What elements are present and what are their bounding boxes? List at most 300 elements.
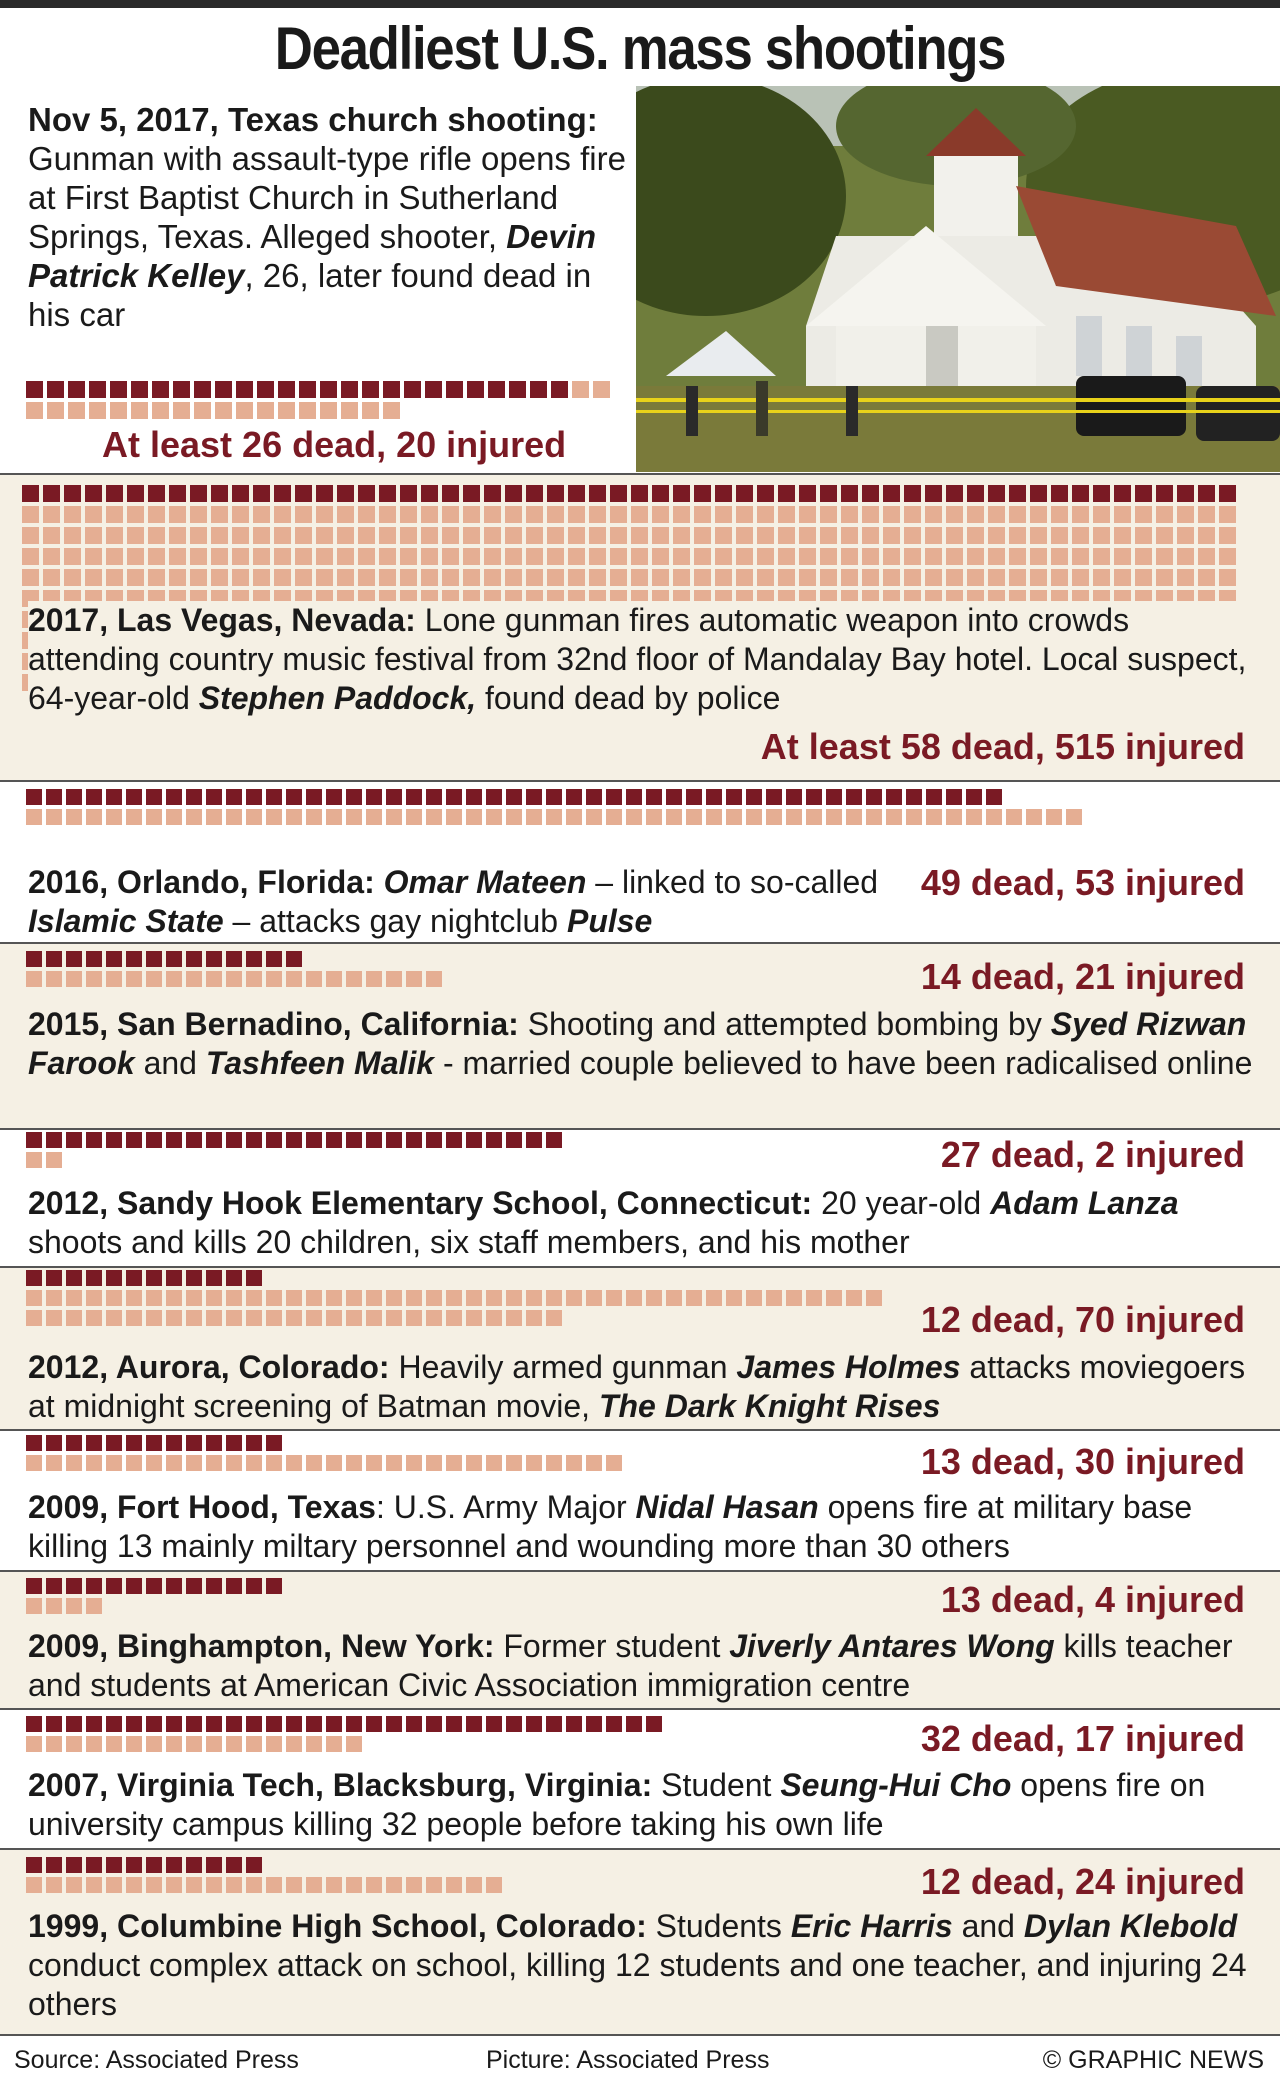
aurora-injured-square [626, 1290, 642, 1306]
lasvegas-dead-square [631, 485, 648, 502]
sandyhook-dead-square [366, 1132, 382, 1148]
lasvegas-injured-square [1009, 569, 1026, 586]
aurora-injured-square [686, 1290, 702, 1306]
lasvegas-injured-square [778, 569, 795, 586]
lasvegas-injured-square [295, 569, 312, 586]
lasvegas-injured-square [799, 506, 816, 523]
lasvegas-injured-square [1135, 527, 1152, 544]
lasvegas-injured-square [1198, 506, 1215, 523]
page-title: Deadliest U.S. mass shootings [274, 15, 1006, 82]
lasvegas-injured-square [862, 548, 879, 565]
intro-injured-square [47, 402, 64, 419]
orlando-injured-square [306, 809, 322, 825]
intro-dead-square [341, 381, 358, 398]
lasvegas-injured-square [463, 506, 480, 523]
orlando-injured-square [606, 809, 622, 825]
virginiatech-injured-square [186, 1736, 202, 1752]
orlando-injured-square [186, 809, 202, 825]
virginiatech-dead-square [26, 1716, 42, 1732]
lasvegas-injured-square [127, 506, 144, 523]
orlando-injured-square [626, 809, 642, 825]
virginiatech-dead-square [166, 1716, 182, 1732]
virginiatech-dead-square [326, 1716, 342, 1732]
aurora-injured-square [166, 1310, 182, 1326]
orlando-injured-square [106, 809, 122, 825]
lasvegas-injured-square [1198, 569, 1215, 586]
forthood-injured-square [86, 1455, 102, 1471]
sandyhook-dead-square [26, 1132, 42, 1148]
orlando-dead-square [626, 789, 642, 805]
footer [0, 2034, 1280, 2082]
lasvegas-injured-square [946, 506, 963, 523]
orlando-injured-square [406, 809, 422, 825]
lasvegas-injured-square [274, 527, 291, 544]
forthood-casualty-grid [26, 1435, 826, 1475]
orlando-dead-square [306, 789, 322, 805]
lasvegas-injured-square [1009, 506, 1026, 523]
lasvegas-injured-square [22, 527, 39, 544]
aurora-injured-square [426, 1310, 442, 1326]
lasvegas-dead-square [694, 485, 711, 502]
orlando-dead-square [886, 789, 902, 805]
lasvegas-injured-square [64, 569, 81, 586]
lasvegas-injured-square [442, 569, 459, 586]
lasvegas-injured-square [169, 569, 186, 586]
lasvegas-injured-square [988, 506, 1005, 523]
lasvegas-injured-square [253, 548, 270, 565]
aurora-injured-square [506, 1290, 522, 1306]
lasvegas-injured-square [568, 506, 585, 523]
orlando-injured-square [546, 809, 562, 825]
intro-toll: At least 26 dead, 20 injured [102, 424, 567, 465]
lasvegas-dead-square [358, 485, 375, 502]
lasvegas-injured-square [547, 506, 564, 523]
lasvegas-injured-square [1051, 569, 1068, 586]
footer-source: Source: Associated Press [14, 2046, 299, 2074]
lasvegas-dead-square [1030, 485, 1047, 502]
intro-dead-square [26, 381, 43, 398]
orlando-dead-square [866, 789, 882, 805]
lasvegas-dead-square [568, 485, 585, 502]
aurora-injured-square [786, 1290, 802, 1306]
lasvegas-injured-square [505, 527, 522, 544]
orlando-injured-square [426, 809, 442, 825]
binghampton-shooter-name: Jiverly Antares Wong [729, 1628, 1055, 1664]
virginiatech-dead-square [286, 1716, 302, 1732]
virginiatech-injured-square [346, 1736, 362, 1752]
lasvegas-injured-square [106, 569, 123, 586]
aurora-injured-square [226, 1290, 242, 1306]
lasvegas-injured-square [1177, 506, 1194, 523]
forthood-injured-square [406, 1455, 422, 1471]
aurora-injured-square [386, 1310, 402, 1326]
sandyhook-dead-square [126, 1132, 142, 1148]
lasvegas-injured-square [694, 548, 711, 565]
sandyhook-dead-square [526, 1132, 542, 1148]
lasvegas-injured-square [316, 527, 333, 544]
orlando-injured-square [1026, 809, 1042, 825]
aurora-dead-square [186, 1270, 202, 1286]
lasvegas-injured-square [631, 569, 648, 586]
lasvegas-injured-square [106, 506, 123, 523]
lasvegas-dead-square [652, 485, 669, 502]
lasvegas-injured-square [421, 569, 438, 586]
lasvegas-injured-square [862, 569, 879, 586]
forthood-injured-square [106, 1455, 122, 1471]
aurora-injured-square [126, 1310, 142, 1326]
lasvegas-injured-square [946, 527, 963, 544]
forthood-injured-square [486, 1455, 502, 1471]
columbine-injured-square [266, 1877, 282, 1893]
virginiatech-dead-square [306, 1716, 322, 1732]
virginiatech-injured-square [326, 1736, 342, 1752]
lasvegas-injured-square [967, 569, 984, 586]
lasvegas-injured-square [715, 569, 732, 586]
intro-dead-square [173, 381, 190, 398]
lasvegas-dead-square [610, 485, 627, 502]
orlando-lead: 2016, Orlando, Florida: [28, 864, 375, 900]
orlando-dead-square [766, 789, 782, 805]
forthood-injured-square [126, 1455, 142, 1471]
virginiatech-dead-square [186, 1716, 202, 1732]
lasvegas-injured-square [1030, 569, 1047, 586]
columbine-injured-square [346, 1877, 362, 1893]
lasvegas-injured-square [526, 506, 543, 523]
virginiatech-injured-square [26, 1736, 42, 1752]
orlando-injured-square [866, 809, 882, 825]
virginiatech-dead-square [86, 1716, 102, 1732]
intro-injured-square [362, 402, 379, 419]
forthood-injured-square [586, 1455, 602, 1471]
lasvegas-injured-square [820, 527, 837, 544]
lasvegas-dead-square [988, 485, 1005, 502]
aurora-injured-square [46, 1290, 62, 1306]
forthood-injured-square [446, 1455, 462, 1471]
lasvegas-injured-square [547, 548, 564, 565]
lasvegas-injured-square [925, 527, 942, 544]
lasvegas-injured-square [757, 569, 774, 586]
orlando-injured-square [846, 809, 862, 825]
lasvegas-injured-square [820, 506, 837, 523]
aurora-injured-square [506, 1310, 522, 1326]
forthood-dead-square [226, 1435, 242, 1451]
aurora-injured-square [26, 1290, 42, 1306]
lasvegas-injured-square [589, 527, 606, 544]
lasvegas-injured-square [1135, 506, 1152, 523]
lasvegas-injured-square [1072, 506, 1089, 523]
lasvegas-injured-square [127, 569, 144, 586]
lasvegas-injured-square [757, 548, 774, 565]
aurora-injured-square [26, 1310, 42, 1326]
intro-dead-square [404, 381, 421, 398]
sandyhook-dead-square [286, 1132, 302, 1148]
aurora-injured-square [186, 1290, 202, 1306]
orlando-dead-square [206, 789, 222, 805]
sanbernadino-injured-square [206, 971, 222, 987]
orlando-text-3: – attacks gay nightclub [223, 903, 567, 939]
aurora-injured-square [446, 1290, 462, 1306]
orlando-dead-square [26, 789, 42, 805]
sandyhook-text-2: shoots and kills 20 children, six staff members, and his mother [28, 1224, 910, 1260]
lasvegas-injured-square [610, 506, 627, 523]
lasvegas-injured-square [862, 506, 879, 523]
virginiatech-dead-square [646, 1716, 662, 1732]
orlando-injured-square [286, 809, 302, 825]
lasvegas-injured-square [1198, 527, 1215, 544]
forthood-injured-square [566, 1455, 582, 1471]
lasvegas-dead-square [925, 485, 942, 502]
lasvegas-injured-square [358, 506, 375, 523]
intro-text-2: , 26, later found dead in his car [28, 257, 592, 333]
lasvegas-injured-square [379, 527, 396, 544]
sanbernadino-shooter-1: Syed Rizwan Farook [28, 1006, 1247, 1081]
lasvegas-dead-square [253, 485, 270, 502]
intro-dead-square [131, 381, 148, 398]
orlando-dead-square [946, 789, 962, 805]
sanbernadino-dead-square [246, 951, 262, 967]
lasvegas-dead-square [22, 485, 39, 502]
orlando-injured-square [926, 809, 942, 825]
sandyhook-dead-square [386, 1132, 402, 1148]
orlando-injured-square [1006, 809, 1022, 825]
forthood-injured-square [426, 1455, 442, 1471]
intro-dead-square [194, 381, 211, 398]
intro-dead-square [446, 381, 463, 398]
aurora-injured-square [246, 1290, 262, 1306]
forthood-text-1: : U.S. Army Major [375, 1489, 636, 1525]
intro-dead-square [278, 381, 295, 398]
columbine-dead-square [246, 1857, 262, 1873]
lasvegas-injured-square [274, 506, 291, 523]
columbine-injured-square [486, 1877, 502, 1893]
aurora-injured-square [286, 1310, 302, 1326]
lasvegas-injured-square [967, 506, 984, 523]
orlando-injured-square [646, 809, 662, 825]
lasvegas-injured-square [652, 569, 669, 586]
lasvegas-injured-square [820, 548, 837, 565]
lasvegas-injured-square [337, 506, 354, 523]
lasvegas-injured-square [1135, 569, 1152, 586]
forthood-injured-square [386, 1455, 402, 1471]
virginiatech-dead-square [406, 1716, 422, 1732]
lasvegas-toll: At least 58 dead, 515 injured [755, 726, 1245, 768]
lasvegas-injured-square [736, 506, 753, 523]
sanbernadino-injured-square [426, 971, 442, 987]
columbine-injured-square [166, 1877, 182, 1893]
lasvegas-injured-square [85, 569, 102, 586]
virginiatech-dead-square [46, 1716, 62, 1732]
intro-injured-square [173, 402, 190, 419]
forthood-injured-square [306, 1455, 322, 1471]
intro-injured-square [257, 402, 274, 419]
orlando-dead-square [686, 789, 702, 805]
intro-shooter-name: Devin Patrick Kelley [28, 218, 597, 294]
columbine-shooter-1: Eric Harris [790, 1908, 953, 1944]
sanbernadino-injured-square [326, 971, 342, 987]
lasvegas-injured-square [925, 548, 942, 565]
lasvegas-injured-square [106, 527, 123, 544]
orlando-venue-name: Pulse [566, 903, 653, 939]
lasvegas-injured-square [295, 548, 312, 565]
aurora-injured-square [726, 1290, 742, 1306]
lasvegas-injured-square [904, 527, 921, 544]
aurora-injured-square [326, 1290, 342, 1306]
lasvegas-injured-square [22, 548, 39, 565]
sandyhook-dead-square [86, 1132, 102, 1148]
orlando-injured-square [786, 809, 802, 825]
lasvegas-injured-square [85, 506, 102, 523]
orlando-group-name: Islamic State [28, 903, 224, 939]
virginiatech-injured-square [246, 1736, 262, 1752]
orlando-dead-square [126, 789, 142, 805]
columbine-dead-square [206, 1857, 222, 1873]
sanbernadino-dead-square [66, 951, 82, 967]
aurora-injured-square [806, 1290, 822, 1306]
binghampton-dead-square [126, 1578, 142, 1594]
lasvegas-injured-square [967, 548, 984, 565]
lasvegas-injured-square [1072, 548, 1089, 565]
virginiatech-shooter-name: Seung-Hui Cho [780, 1767, 1012, 1803]
forthood-injured-square [346, 1455, 362, 1471]
binghampton-dead-square [186, 1578, 202, 1594]
orlando-injured-square [46, 809, 62, 825]
binghampton-injured-square [46, 1598, 62, 1614]
lasvegas-dead-square [862, 485, 879, 502]
aurora-injured-square [106, 1310, 122, 1326]
lasvegas-injured-square [757, 506, 774, 523]
aurora-dead-square [246, 1270, 262, 1286]
aurora-injured-square [846, 1290, 862, 1306]
lasvegas-injured-square [799, 548, 816, 565]
aurora-injured-square [586, 1290, 602, 1306]
lasvegas-injured-square [211, 569, 228, 586]
binghampton-toll: 13 dead, 4 injured [940, 1579, 1245, 1620]
intro-injured-square [341, 402, 358, 419]
columbine-dead-square [186, 1857, 202, 1873]
sandyhook-shooter-name: Adam Lanza [990, 1185, 1179, 1221]
intro-dead-square [551, 381, 568, 398]
virginiatech-lead: 2007, Virginia Tech, Blacksburg, Virginia: [28, 1767, 653, 1803]
divider-4 [0, 1128, 1280, 1130]
columbine-dead-square [106, 1857, 122, 1873]
lasvegas-injured-square [715, 527, 732, 544]
lasvegas-injured-square [526, 548, 543, 565]
forthood-injured-square [206, 1455, 222, 1471]
lasvegas-shooter-name: Stephen Paddock, [198, 680, 477, 716]
columbine-injured-square [126, 1877, 142, 1893]
orlando-injured-square [486, 809, 502, 825]
sandyhook-dead-square [266, 1132, 282, 1148]
aurora-injured-square [326, 1310, 342, 1326]
binghampton-lead: 2009, Binghampton, New York: [28, 1628, 495, 1664]
intro-dead-square [68, 381, 85, 398]
sanbernadino-dead-square [186, 951, 202, 967]
intro-dead-square [47, 381, 64, 398]
orlando-dead-square [46, 789, 62, 805]
virginiatech-text-1: Student [652, 1767, 781, 1803]
aurora-dead-square [66, 1270, 82, 1286]
sanbernadino-injured-square [406, 971, 422, 987]
columbine-dead-square [166, 1857, 182, 1873]
orlando-dead-square [646, 789, 662, 805]
forthood-text-2: opens fire at military base killing 13 mainly miltary personnel and wounding more than 30 others [28, 1489, 1193, 1564]
aurora-injured-square [146, 1310, 162, 1326]
intro-dead-square [110, 381, 127, 398]
aurora-injured-square [466, 1310, 482, 1326]
lasvegas-injured-square [631, 527, 648, 544]
lasvegas-dead-square [904, 485, 921, 502]
orlando-dead-square [526, 789, 542, 805]
orlando-dead-square [906, 789, 922, 805]
lasvegas-injured-square [211, 527, 228, 544]
sandyhook-lead: 2012, Sandy Hook Elementary School, Connecticut: [28, 1185, 813, 1221]
orlando-injured-square [886, 809, 902, 825]
lasvegas-dead-square [1093, 485, 1110, 502]
columbine-dead-square [26, 1857, 42, 1873]
orlando-injured-square [946, 809, 962, 825]
binghampton-text-1: Former student [494, 1628, 730, 1664]
lasvegas-injured-square [148, 548, 165, 565]
sanbernadino-dead-square [146, 951, 162, 967]
lasvegas-injured-square [190, 506, 207, 523]
orlando-injured-square [906, 809, 922, 825]
orlando-dead-square [926, 789, 942, 805]
lasvegas-injured-square [631, 548, 648, 565]
orlando-injured-square [706, 809, 722, 825]
sanbernadino-injured-square [226, 971, 242, 987]
lasvegas-dead-square [463, 485, 480, 502]
intro-dead-square [530, 381, 547, 398]
lasvegas-dead-square [1219, 485, 1236, 502]
aurora-dead-square [166, 1270, 182, 1286]
lasvegas-injured-square [778, 506, 795, 523]
columbine-description [28, 1907, 1258, 2024]
lasvegas-dead-square [967, 485, 984, 502]
lasvegas-text-1: Lone gunman fires automatic weapon into crowds attending country music festival from 32nd floor of Mandalay Bay hotel. Local suspect, 64-year-old [28, 602, 1247, 716]
lasvegas-injured-square [778, 527, 795, 544]
intro-injured-square [26, 402, 43, 419]
forthood-injured-square [186, 1455, 202, 1471]
lasvegas-injured-square [1114, 527, 1131, 544]
forthood-lead: 2009, Fort Hood, Texas [28, 1489, 376, 1525]
forthood-injured-square [546, 1455, 562, 1471]
forthood-injured-square [246, 1455, 262, 1471]
lasvegas-injured-square [358, 569, 375, 586]
lasvegas-lead: 2017, Las Vegas, Nevada: [28, 602, 416, 638]
aurora-injured-square [246, 1310, 262, 1326]
columbine-injured-square [406, 1877, 422, 1893]
forthood-injured-square [46, 1455, 62, 1471]
aurora-injured-square [286, 1290, 302, 1306]
lasvegas-injured-square [736, 548, 753, 565]
virginiatech-injured-square [286, 1736, 302, 1752]
lasvegas-dead-square [190, 485, 207, 502]
aurora-dead-square [106, 1270, 122, 1286]
aurora-injured-square [346, 1310, 362, 1326]
lasvegas-injured-square [988, 548, 1005, 565]
aurora-injured-square [226, 1310, 242, 1326]
orlando-dead-square [806, 789, 822, 805]
lasvegas-dead-square [211, 485, 228, 502]
orlando-casualty-grid [26, 789, 1262, 829]
intro-injured-square [383, 402, 400, 419]
lasvegas-description [28, 601, 1258, 718]
aurora-injured-square [306, 1310, 322, 1326]
orlando-dead-square [846, 789, 862, 805]
lasvegas-injured-square [1093, 569, 1110, 586]
binghampton-dead-square [46, 1578, 62, 1594]
orlando-injured-square [446, 809, 462, 825]
